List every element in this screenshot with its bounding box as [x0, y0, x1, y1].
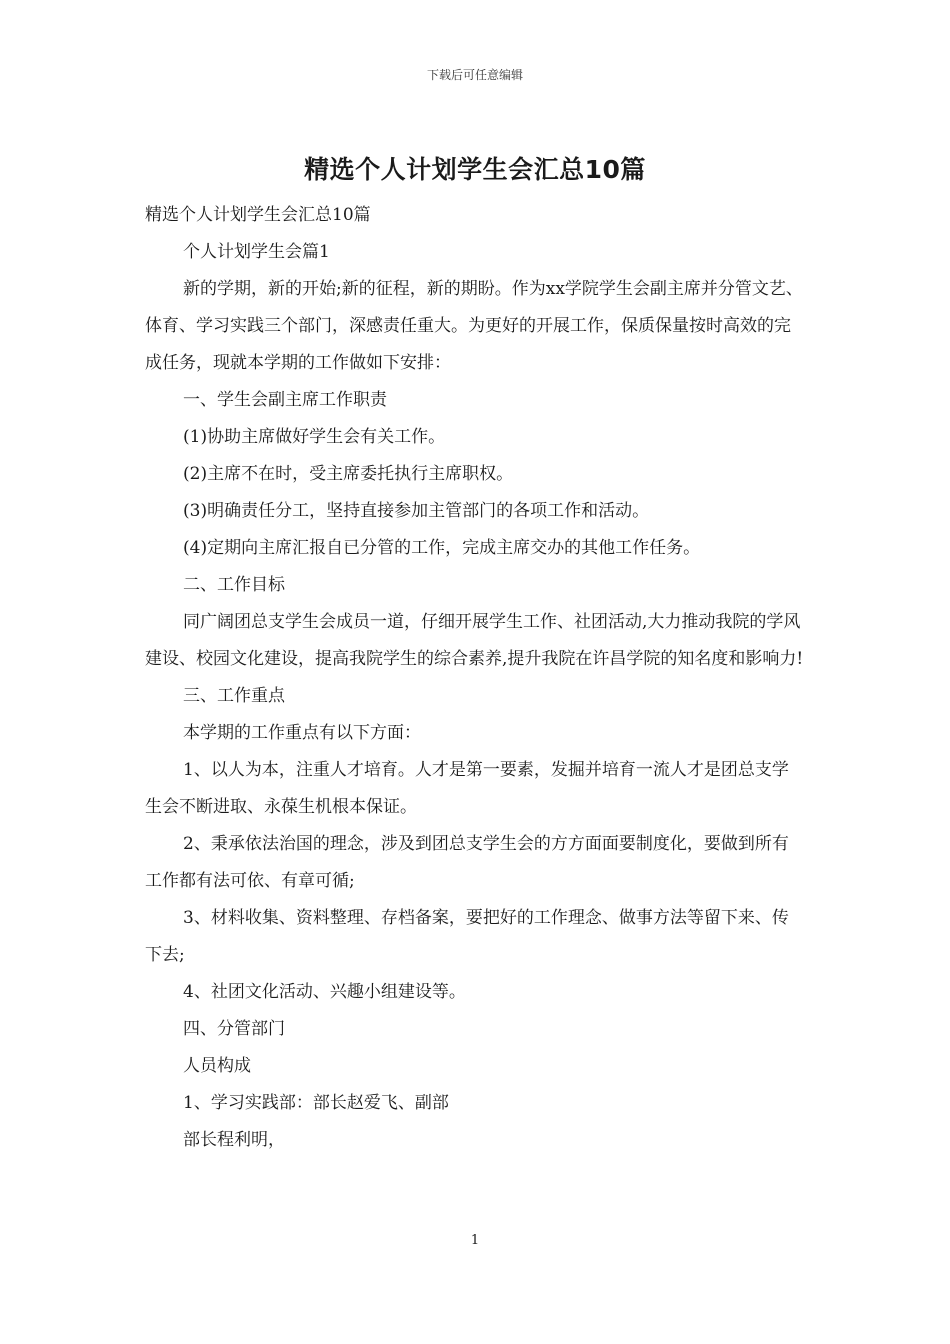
- paragraph: 1、以人为本，注重人才培育。人才是第一要素，发掘并培育一流人才是团总支学生会不断进取、永葆生机根本保证。: [145, 760, 789, 817]
- paragraph: 人员构成: [183, 1056, 251, 1076]
- paragraph: (1)协助主席做好学生会有关工作。: [183, 427, 446, 447]
- paragraph: 同广阔团总支学生会成员一道，仔细开展学生工作、社团活动,大力推动我院的学风建设、校园文化建设，提高我院学生的综合素养,提升我院在许昌学院的知名度和影响力!: [145, 612, 804, 669]
- document-subtitle: 精选个人计划学生会汇总10篇: [145, 205, 371, 225]
- document-title: 精选个人计划学生会汇总10篇: [304, 155, 646, 184]
- paragraph: 二、工作目标: [183, 575, 285, 595]
- header-note: 下载后可任意编辑: [426, 68, 523, 82]
- page-number: 1: [470, 1233, 480, 1248]
- paragraph: 3、材料收集、资料整理、存档备案，要把好的工作理念、做事方法等留下来、传下去;: [145, 908, 789, 965]
- paragraph: (4)定期向主席汇报自已分管的工作，完成主席交办的其他工作任务。: [183, 538, 701, 558]
- paragraph: (3)明确责任分工，坚持直接参加主管部门的各项工作和活动。: [183, 501, 650, 521]
- document-body: [145, 197, 805, 1159]
- paragraph: 四、分管部门: [183, 1019, 285, 1039]
- paragraph: 4、社团文化活动、兴趣小组建设等。: [183, 982, 466, 1002]
- section-heading: 个人计划学生会篇1: [183, 242, 330, 262]
- paragraph: 三、工作重点: [183, 686, 285, 706]
- paragraph: 部长程利明，: [183, 1130, 285, 1150]
- paragraph: (2)主席不在时，受主席委托执行主席职权。: [183, 464, 514, 484]
- paragraph: 新的学期，新的开始;新的征程，新的期盼。作为xx学院学生会副主席并分管文艺、体育、学习实践三个部门，深感责任重大。为更好的开展工作，保质保量按时高效的完成任务，现就本学期的工作做如下安排：: [145, 279, 803, 373]
- paragraph: 1、学习实践部：部长赵爱飞、副部: [183, 1093, 449, 1113]
- paragraph: 2、秉承依法治国的理念，涉及到团总支学生会的方方面面要制度化，要做到所有工作都有法可依、有章可循;: [145, 834, 789, 891]
- paragraph: 本学期的工作重点有以下方面：: [183, 723, 421, 743]
- paragraph: 一、学生会副主席工作职责: [183, 390, 387, 410]
